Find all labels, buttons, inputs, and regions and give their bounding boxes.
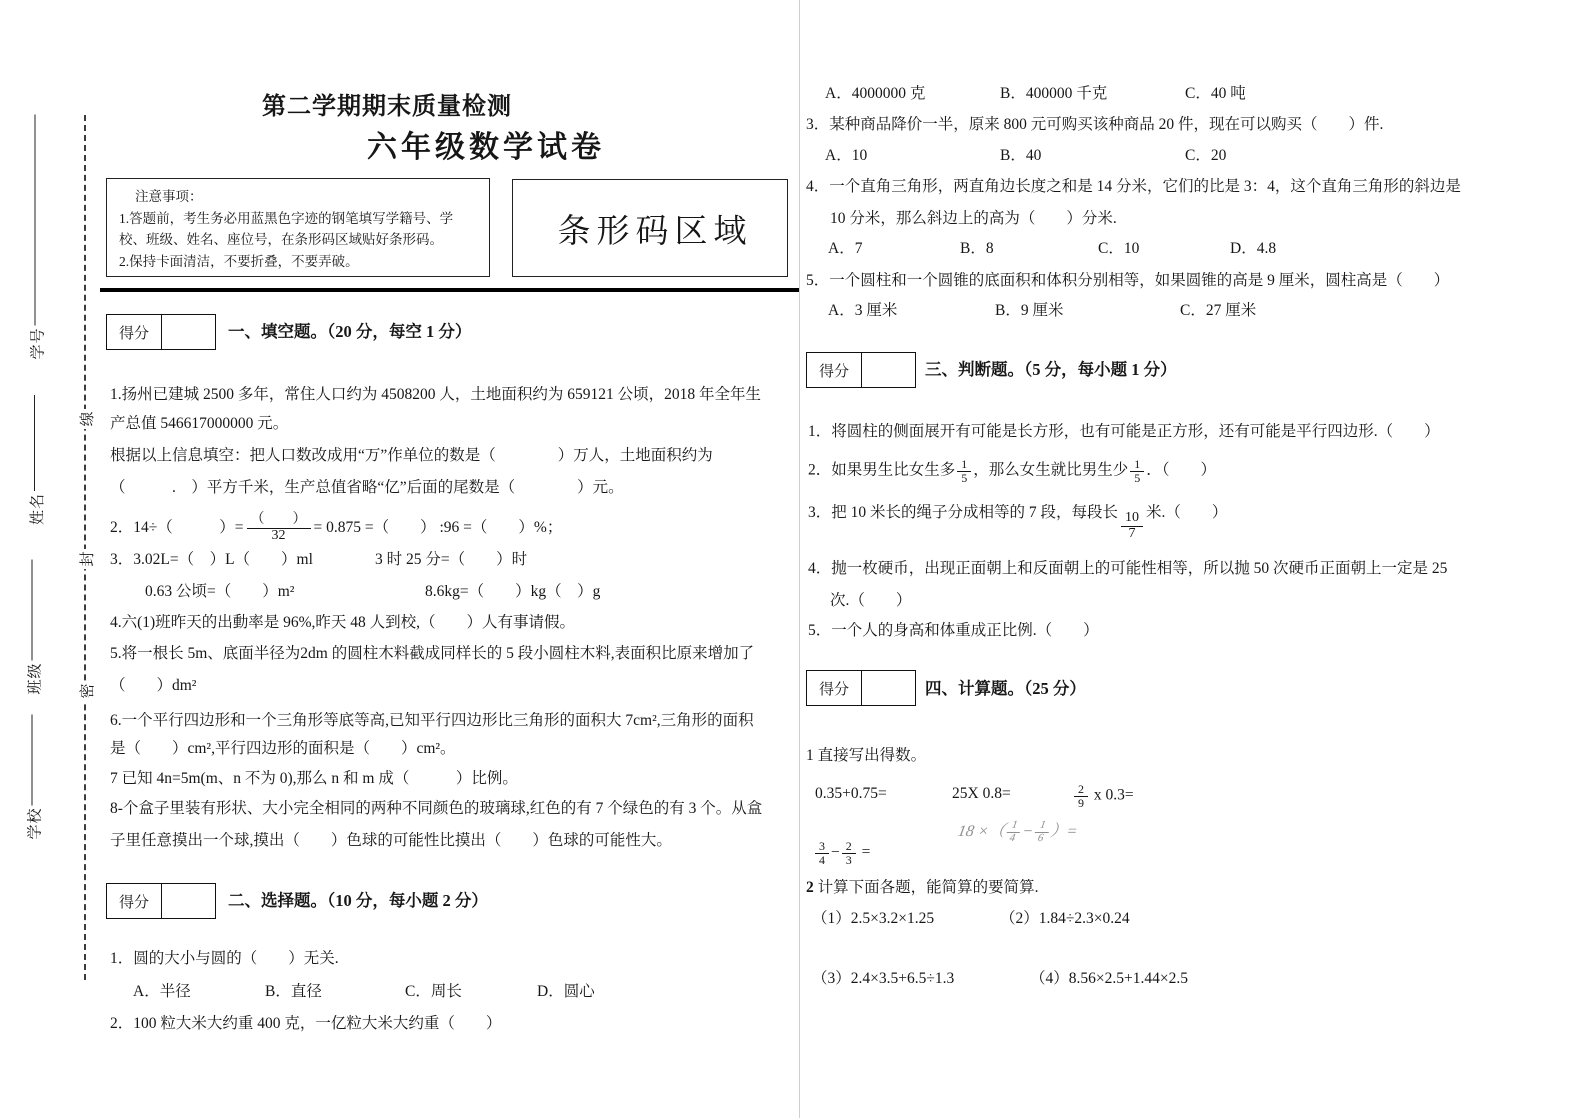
fraction-denominator: 32 xyxy=(271,527,286,543)
s1-q1-line4: （ . ）平方千米，生产总值省略“亿”后面的尾数是（ ）元。 xyxy=(110,479,624,496)
s4-part2-item1: （1）2.5×3.2×1.25 xyxy=(812,910,935,927)
exam-title-line2: 六年级数学试卷 xyxy=(367,131,605,164)
exam-title-line1: 第二学期期末质量检测 xyxy=(262,93,512,120)
s2-q3-option-c: C．20 xyxy=(1185,147,1227,164)
score-box-blank xyxy=(862,671,915,705)
notice-box xyxy=(106,178,490,277)
score-box-label: 得分 xyxy=(107,315,162,349)
s3-q2 xyxy=(808,458,1216,484)
s4-calc4 xyxy=(813,840,870,866)
fraction-numerator: 10 xyxy=(1121,511,1143,527)
seal-char-xian: 缐 xyxy=(76,409,96,429)
fraction-numerator: 1 xyxy=(957,458,971,472)
fraction-numerator: 1 xyxy=(1130,458,1144,472)
fraction-denominator: 9 xyxy=(1078,795,1084,810)
notice-line-3: 2.保持卡面清洁，不要折叠，不要弄破。 xyxy=(119,253,359,269)
s2-q3: 3．某种商品降价一半，原来 800 元可购买该种商品 20 件，现在可以购买（ ）件. xyxy=(806,116,1384,133)
s2-q1-option-b: B．直径 xyxy=(265,983,322,1000)
section2-heading: 二、选择题。（10 分，每小题 2 分） xyxy=(228,891,488,910)
s1-q3-line2b: 8.6kg=（ ）kg（ ）g xyxy=(425,583,601,600)
fraction-denominator: 7 xyxy=(1128,525,1136,541)
s4-calc5-mid: − xyxy=(1020,823,1035,840)
s4-part2-heading xyxy=(806,877,1039,899)
fraction-denominator: 6 xyxy=(1036,831,1045,844)
section4-heading: 四、计算题。（25 分） xyxy=(925,679,1086,698)
score-box-section1 xyxy=(106,314,216,350)
s1-q1-line3: 根据以上信息填空：把人口数改成用“万”作单位的数是（ ）万人，土地面积约为 xyxy=(110,447,713,464)
s3-q4-line2: 次.（ ） xyxy=(830,592,912,609)
fraction-denominator: 4 xyxy=(819,852,825,867)
margin-rule xyxy=(35,115,36,326)
s2-q5: 5．一个圆柱和一个圆锥的底面积和体积分别相等，如果圆锥的高是 9 厘米，圆柱高是（ ） xyxy=(806,272,1450,289)
s4-part2-number: 2 xyxy=(806,879,814,896)
s4-calc1: 0.35+0.75= xyxy=(815,785,887,802)
s4-part2-text: 计算下面各题，能简算的要简算. xyxy=(813,879,1039,896)
score-box-blank xyxy=(162,884,215,918)
margin-rule xyxy=(34,395,35,491)
s2-q2: 2．100 粒大米大约重 400 克，一亿粒大米大约重（ ） xyxy=(110,1015,502,1032)
fraction-numerator: （ ） xyxy=(247,513,311,529)
s1-q3-line2a: 0.63 公顷=（ ）m² xyxy=(145,583,295,600)
s4-calc2: 25X 0.8= xyxy=(952,785,1011,802)
s1-q8-line2: 子里任意摸出一个球,摸出（ ）色球的可能性比摸出（ ）色球的可能性大。 xyxy=(110,832,672,849)
s3-q2-mid: ，那么女生就比男生少 xyxy=(973,461,1129,479)
s1-q2-pre: 2．14÷（ ）= xyxy=(110,518,244,536)
s3-q2-fraction2 xyxy=(1130,458,1144,484)
section1-heading: 一、填空题。（20 分，每空 1 分） xyxy=(228,322,472,341)
s2-q1: 1．圆的大小与圆的（ ）无关. xyxy=(110,950,339,967)
seal-dashed-line xyxy=(84,115,86,980)
s4-calc3 xyxy=(1072,783,1134,809)
s3-q4-line1: 4．抛一枚硬币，出现正面朝上和反面朝上的可能性相等，所以抛 50 次硬币正面朝上一定是 25 xyxy=(808,560,1448,577)
column-separator-line xyxy=(799,0,800,1118)
s4-calc3-post: x 0.3= xyxy=(1090,786,1134,804)
s1-q8-line1: 8-个盒子里装有形状、大小完全相同的两种不同颜色的玻璃球,红色的有 7 个绿色的有 3 个。从盒 xyxy=(110,800,763,817)
fraction-numerator: 1 xyxy=(1007,820,1023,833)
s4-calc5-handwritten xyxy=(956,818,1080,844)
s2-q2-option-b: B．400000 千克 xyxy=(1000,85,1108,102)
s2-q1-option-d: D．圆心 xyxy=(537,983,595,1000)
s2-q4-option-b: B．8 xyxy=(960,240,994,257)
s3-q3-pre: 3．把 10 米长的绳子分成相等的 7 段，每段长 xyxy=(808,503,1119,521)
seal-char-mi: 密 xyxy=(76,681,96,701)
s1-q1-line2: 产总值 546617000000 元。 xyxy=(110,415,289,432)
margin-field-school xyxy=(23,715,45,840)
margin-label-school: 学校 xyxy=(27,807,43,840)
seal-char-feng: 封 xyxy=(76,549,96,569)
s4-part2-item2: （2）1.84÷2.3×0.24 xyxy=(1000,910,1130,927)
margin-label-student-number: 学号 xyxy=(30,327,46,360)
fraction-denominator: 5 xyxy=(1134,470,1141,485)
score-box-label: 得分 xyxy=(107,884,162,918)
s2-q3-option-b: B．40 xyxy=(1000,147,1042,164)
notice-line-2: 校、班级、姓名、座位号，在条形码区域贴好条形码。 xyxy=(119,232,443,247)
s4-part1-heading: 1 直接写出得数。 xyxy=(806,747,927,764)
fraction-numerator: 2 xyxy=(842,840,856,854)
margin-field-student-number xyxy=(26,115,48,360)
margin-label-class: 班级 xyxy=(27,662,43,695)
s4-calc4-fraction1 xyxy=(815,840,829,866)
fraction-numerator: 2 xyxy=(1074,783,1088,797)
s1-q6-line2: 是（ ）cm²,平行四边形的面积是（ ）cm²。 xyxy=(110,740,456,757)
s1-q5-line2: （ ）dm² xyxy=(110,677,197,694)
score-box-label: 得分 xyxy=(807,353,862,387)
s2-q2-option-a: A．4000000 克 xyxy=(825,85,926,102)
s4-calc5-a: 18 ×（ xyxy=(956,823,1007,840)
s2-q5-option-a: A．3 厘米 xyxy=(828,302,898,319)
s2-q1-option-c: C．周长 xyxy=(405,983,462,1000)
fraction-denominator: 5 xyxy=(961,470,968,485)
s4-part2-item4: （4）8.56×2.5+1.44×2.5 xyxy=(1030,970,1188,987)
score-box-blank xyxy=(862,353,915,387)
s4-calc5-b: ）= xyxy=(1049,823,1079,840)
s3-q5: 5．一个人的身高和体重成正比例.（ ） xyxy=(808,622,1099,639)
s3-q2-fraction1 xyxy=(957,458,971,484)
margin-rule xyxy=(32,715,33,806)
fraction-denominator: 3 xyxy=(845,852,852,867)
s1-q5-line1: 5.将一根长 5m、底面半径为2dm 的圆柱木料截成同样长的 5 段小圆柱木料,表面积比原来增加了 xyxy=(110,645,755,662)
score-box-label: 得分 xyxy=(807,671,862,705)
s1-q4: 4.六(1)班昨天的出動率是 96%,昨天 48 人到校,（ ）人有事请假。 xyxy=(110,614,575,631)
s2-q4-option-c: C．10 xyxy=(1098,240,1140,257)
s2-q4-line1: 4．一个直角三角形，两直角边长度之和是 14 分米，它们的比是 3：4，这个直角三角形的斜边是 xyxy=(806,178,1461,195)
notice-line-1: 1.答题前，考生务必用蓝黑色字迹的钢笔填写学籍号、学 xyxy=(119,210,454,226)
s4-calc4-fraction2 xyxy=(842,840,856,866)
margin-field-class xyxy=(23,560,45,695)
s1-q3-line1b: 3 时 25 分=（ ）时 xyxy=(375,551,528,568)
s2-q4-line2: 10 分米，那么斜边上的高为（ ）分米. xyxy=(830,210,1117,227)
s2-q1-option-a: A．半径 xyxy=(133,983,191,1000)
fraction-numerator: 3 xyxy=(815,840,829,854)
s2-q5-option-c: C．27 厘米 xyxy=(1180,302,1257,319)
s4-calc5-fraction2 xyxy=(1033,820,1051,844)
s2-q4-option-a: A．7 xyxy=(828,240,863,257)
s2-q5-option-b: B．9 厘米 xyxy=(995,302,1064,319)
s1-q1-line1: 1.扬州已建城 2500 多年，常住人口约为 4508200 人，土地面积约为 659121 公顷，2018 年全年生 xyxy=(110,386,762,403)
s1-q7: 7 已知 4n=5m(m、n 不为 0),那么 n 和 m 成（ ）比例。 xyxy=(110,770,518,787)
s4-part2-item3: （3）2.4×3.5+6.5÷1.3 xyxy=(812,970,955,987)
margin-field-name xyxy=(25,395,47,525)
fraction-numerator: 1 xyxy=(1035,820,1051,833)
s3-q3-fraction xyxy=(1121,511,1143,541)
score-box-section3 xyxy=(806,352,916,388)
s4-calc5-fraction1 xyxy=(1004,820,1022,844)
score-box-section2 xyxy=(106,883,216,919)
margin-label-name: 姓名 xyxy=(29,492,46,525)
s4-calc4-mid: − xyxy=(831,843,840,861)
s3-q3 xyxy=(808,498,1228,541)
s1-q3-line1a: 3．3.02L=（ ）L（ ）ml xyxy=(110,551,313,568)
score-box-blank xyxy=(162,315,215,349)
margin-rule xyxy=(32,560,33,661)
header-divider-line xyxy=(100,288,800,292)
notice-heading: 注意事项： xyxy=(135,189,203,204)
s4-calc3-fraction xyxy=(1074,783,1088,809)
s2-q4-option-d: D．4.8 xyxy=(1230,240,1277,257)
barcode-area-label: 条形码区域 xyxy=(557,213,753,250)
s3-q2-pre: 2．如果男生比女生多 xyxy=(808,461,956,479)
section3-heading: 三、判断题。（5 分，每小题 1 分） xyxy=(925,360,1177,379)
s1-q2-fraction xyxy=(247,513,311,543)
s4-calc4-post: = xyxy=(857,843,871,861)
s2-q3-option-a: A．10 xyxy=(825,147,868,164)
barcode-area-box xyxy=(512,179,788,277)
s2-q2-option-c: C．40 吨 xyxy=(1185,85,1246,102)
fraction-denominator: 4 xyxy=(1008,831,1017,844)
s3-q2-post: ．（ ） xyxy=(1146,461,1217,479)
s3-q3-post: 米.（ ） xyxy=(1146,503,1228,521)
score-box-section4 xyxy=(806,670,916,706)
s1-q2 xyxy=(110,513,562,543)
s1-q6-line1: 6.一个平行四边形和一个三角形等底等高,已知平行四边形比三角形的面积大 7cm²,三角形的面积 xyxy=(110,712,754,729)
s1-q2-post: = 0.875 =（ ） :96 =（ ）%； xyxy=(313,518,563,536)
s3-q1: 1．将圆柱的侧面展开有可能是长方形，也有可能是正方形，还有可能是平行四边形.（ ） xyxy=(808,423,1440,440)
